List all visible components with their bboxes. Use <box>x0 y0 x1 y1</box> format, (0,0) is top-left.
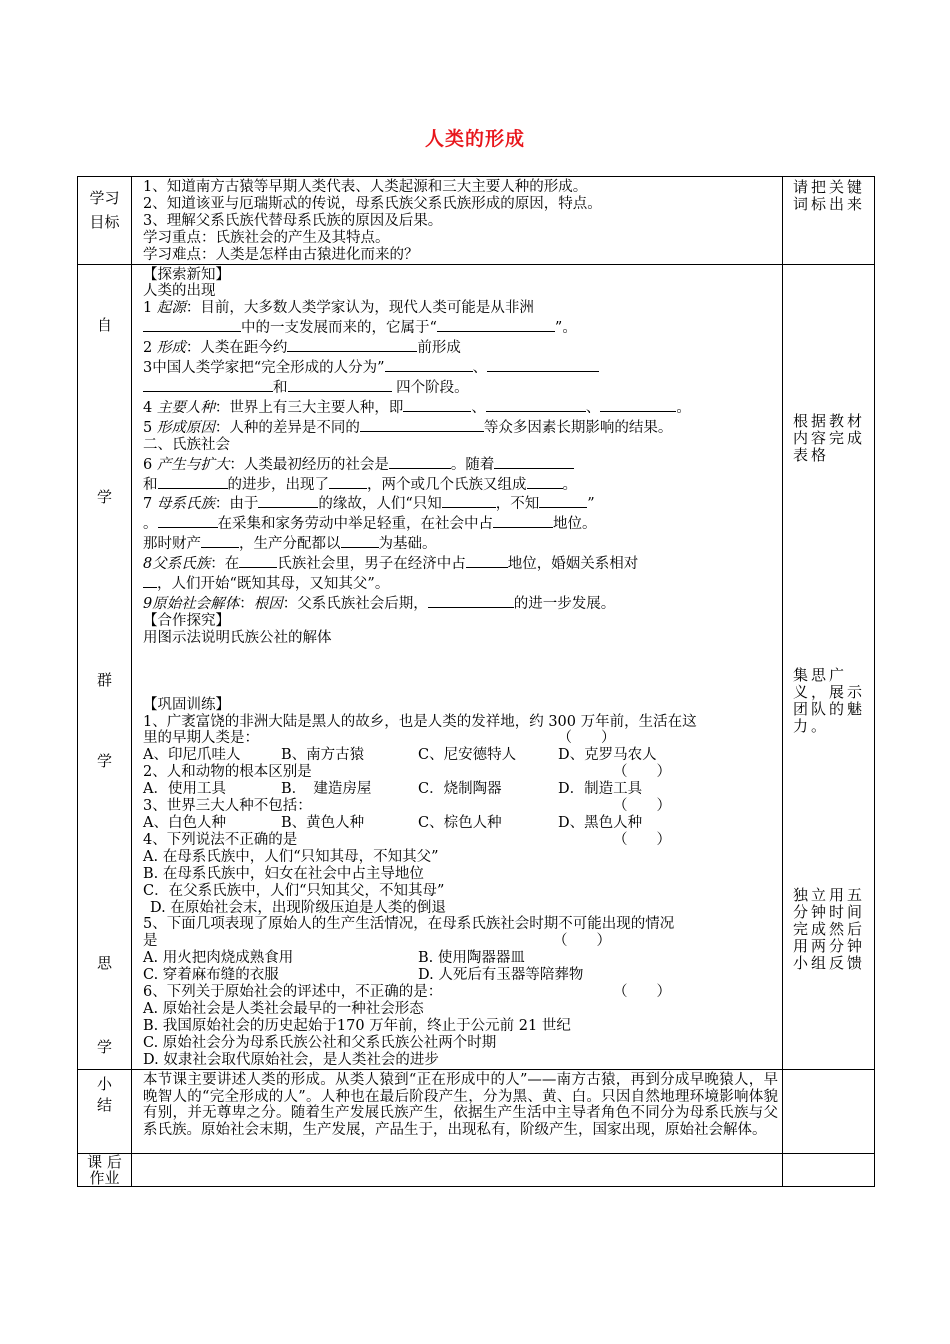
practice-q4-option: C．在父系氏族中，人们“只知其父，不知其母” <box>143 882 445 899</box>
objectives-note: 请把关键词标出来 <box>783 177 875 265</box>
question-4: 4 主要人种：世界上有三大主要人种，即 、 、 。 <box>143 397 778 417</box>
practice-q2-options: A．使用工具 B． 建造房屋 C．烧制陶器 D．制造工具 <box>143 781 643 798</box>
note-teamwork: 集思广义，展示团队的魅力。 <box>793 665 866 735</box>
question-8-cont: ，人们开始“既知其母，又知其父”。 <box>143 573 778 593</box>
question-1: 1 起源：目前，大多数人类学家认为，现代人类可能是从非洲 <box>143 300 534 317</box>
practice-q6: 6、下列关于原始社会的评述中，不正确的是： （ ） <box>143 984 671 1001</box>
homework-content[interactable] <box>132 1153 783 1186</box>
summary-text: 本节课主要讲述人类的形成。从类人猿到“正在形成中的人”——南方古猿，再到分成早晚猿人，早晚智人的“完全形成的人”。人种也在最后阶段产生，分为黑、黄、白。只因自然地理环境影响体貌有别，并无尊卑之分。随着生产发展氏族产生，依据生产生活中主导者角色不同分为母系氏族与父系氏族。原始社会末期，生产发展，产品生于，出现私有，阶级产生，国家出现，原始社会解体。 <box>143 1071 778 1139</box>
objectives-content <box>132 177 783 265</box>
objective-line: 1、知道南方古猿等早期人类代表、人类起源和三大主要人种的形成。 <box>143 179 588 195</box>
question-6-cont: 和 的进步，出现了 ，两个或几个氏族又组成 。 <box>143 474 778 494</box>
practice-q6-option: B. 我国原始社会的历史起始于170 万年前，终止于公元前 21 世纪 <box>143 1017 571 1034</box>
homework-note <box>783 1153 875 1186</box>
drawing-area <box>143 647 778 697</box>
study-content <box>132 264 783 1069</box>
objectives-label: 学习 目标 <box>78 177 132 265</box>
study-row <box>78 264 875 1069</box>
key-point-line: 学习重点：氏族社会的产生及其特点。 <box>143 229 390 246</box>
practice-q6-option: C. 原始社会分为母系氏族公社和父系氏族公社两个时期 <box>143 1034 497 1051</box>
study-notes <box>783 264 875 1069</box>
practice-q1: 1、广袤富饶的非洲大陆是黑人的故乡，也是人类的发祥地，约 300 万年前，生活在这 <box>143 713 697 730</box>
summary-content <box>132 1069 783 1153</box>
lesson-table <box>77 176 875 1187</box>
practice-q4-option: D. 在原始社会末，出现阶级压迫是人类的倒退 <box>150 899 446 916</box>
objectives-row <box>78 177 875 265</box>
practice-q5-options: C. 穿着麻布缝的衣服 D. 人死后有玉器等陪葬物 <box>143 967 584 984</box>
note-fill-table: 根据教材内容完成表格 <box>793 411 866 464</box>
objective-line: 2、知道该亚与厄瑞斯忒的传说，母系氏族父系氏族形成的原因，特点。 <box>143 195 602 212</box>
practice-q5-cont: 是 （ ） <box>143 933 611 950</box>
practice-q4-option: A. 在母系氏族中，人们“只知其母，不知其父” <box>143 848 439 865</box>
study-label: 自 学 群 学 思 学 <box>78 264 132 1069</box>
question-5: 5 形成原因：人种的差异是不同的 等众多因素长期影响的结果。 <box>143 417 778 437</box>
question-2: 2 形成：人类在距今约 前形成 <box>143 337 778 357</box>
summary-note <box>783 1069 875 1153</box>
practice-q3-options: A、白色人种 B、黄色人种 C、棕色人种 D、黑色人种 <box>143 815 643 831</box>
objective-line: 3、理解父系氏族代替母系氏族的原因及后果。 <box>143 212 443 229</box>
practice-q6-option: D. 奴隶社会取代原始社会，是人类社会的进步 <box>143 1051 439 1068</box>
practice-header: 【巩固训练】 <box>143 696 230 713</box>
question-8: 8父系氏族：在 氏族社会里，男子在经济中占 地位，婚姻关系相对 <box>143 553 778 573</box>
practice-q1-options: A、印尼爪哇人 B、南方古猿 C、尼安德特人 D、克罗马农人 <box>143 747 657 764</box>
coop-task: 用图示法说明氏族公社的解体 <box>143 629 332 646</box>
homework-row <box>78 1153 875 1186</box>
note-timing: 独立用五分钟时间完成然后用两分钟小组反馈 <box>793 885 866 972</box>
question-1-cont: 中的一支发展而来的，它属于“ ”。 <box>143 317 778 337</box>
explore-header: 【探索新知】 <box>143 266 230 283</box>
difficulty-line: 学习难点：人类是怎样由古猿进化而来的？ <box>143 246 419 263</box>
practice-q2: 2、人和动物的根本区别是 （ ） <box>143 764 671 781</box>
homework-label: 课 后 作业 <box>78 1153 132 1186</box>
coop-header: 【合作探究】 <box>143 612 230 629</box>
practice-q3: 3、世界三大人种不包括： （ ） <box>143 798 671 815</box>
practice-q5-options: A. 用火把肉烧成熟食用 B. 使用陶器器皿 <box>143 950 525 967</box>
practice-q4-option: B. 在母系氏族中，妇女在社会中占主导地位 <box>143 865 424 882</box>
question-7-cont: 。 在采集和家务劳动中举足轻重，在社会中占 地位。 <box>143 513 778 533</box>
question-6: 6 产生与扩大：人类最初经历的社会是 。随着 <box>143 454 778 474</box>
question-9: 9原始社会解体：根因：父系氏族社会后期， 的进一步发展。 <box>143 593 778 613</box>
section-heading: 二、氏族社会 <box>143 436 230 453</box>
practice-q5: 5、下面几项表现了原始人的生产生活情况，在母系氏族社会时期不可能出现的情况 <box>143 916 675 933</box>
question-7: 7 母系氏族：由于 的缘故，人们“只知 ，不知 ” <box>143 493 778 513</box>
question-3: 3中国人类学家把“完全形成的人分为” 、 <box>143 357 778 377</box>
page-title: 人类的形成 <box>424 128 525 150</box>
summary-row <box>78 1069 875 1153</box>
practice-q6-option: A. 原始社会是人类社会最早的一种社会形态 <box>143 1000 424 1017</box>
summary-label: 小 结 <box>78 1069 132 1153</box>
question-7-cont: 那时财产 ，生产分配都以 为基础。 <box>143 533 778 553</box>
practice-q1-cont: 里的早期人类是： （ ） <box>143 730 616 747</box>
practice-q4: 4、下列说法不正确的是 （ ） <box>143 831 671 848</box>
question-3-cont: 和 四个阶段。 <box>143 377 778 397</box>
section-heading: 人类的出现 <box>143 283 216 300</box>
